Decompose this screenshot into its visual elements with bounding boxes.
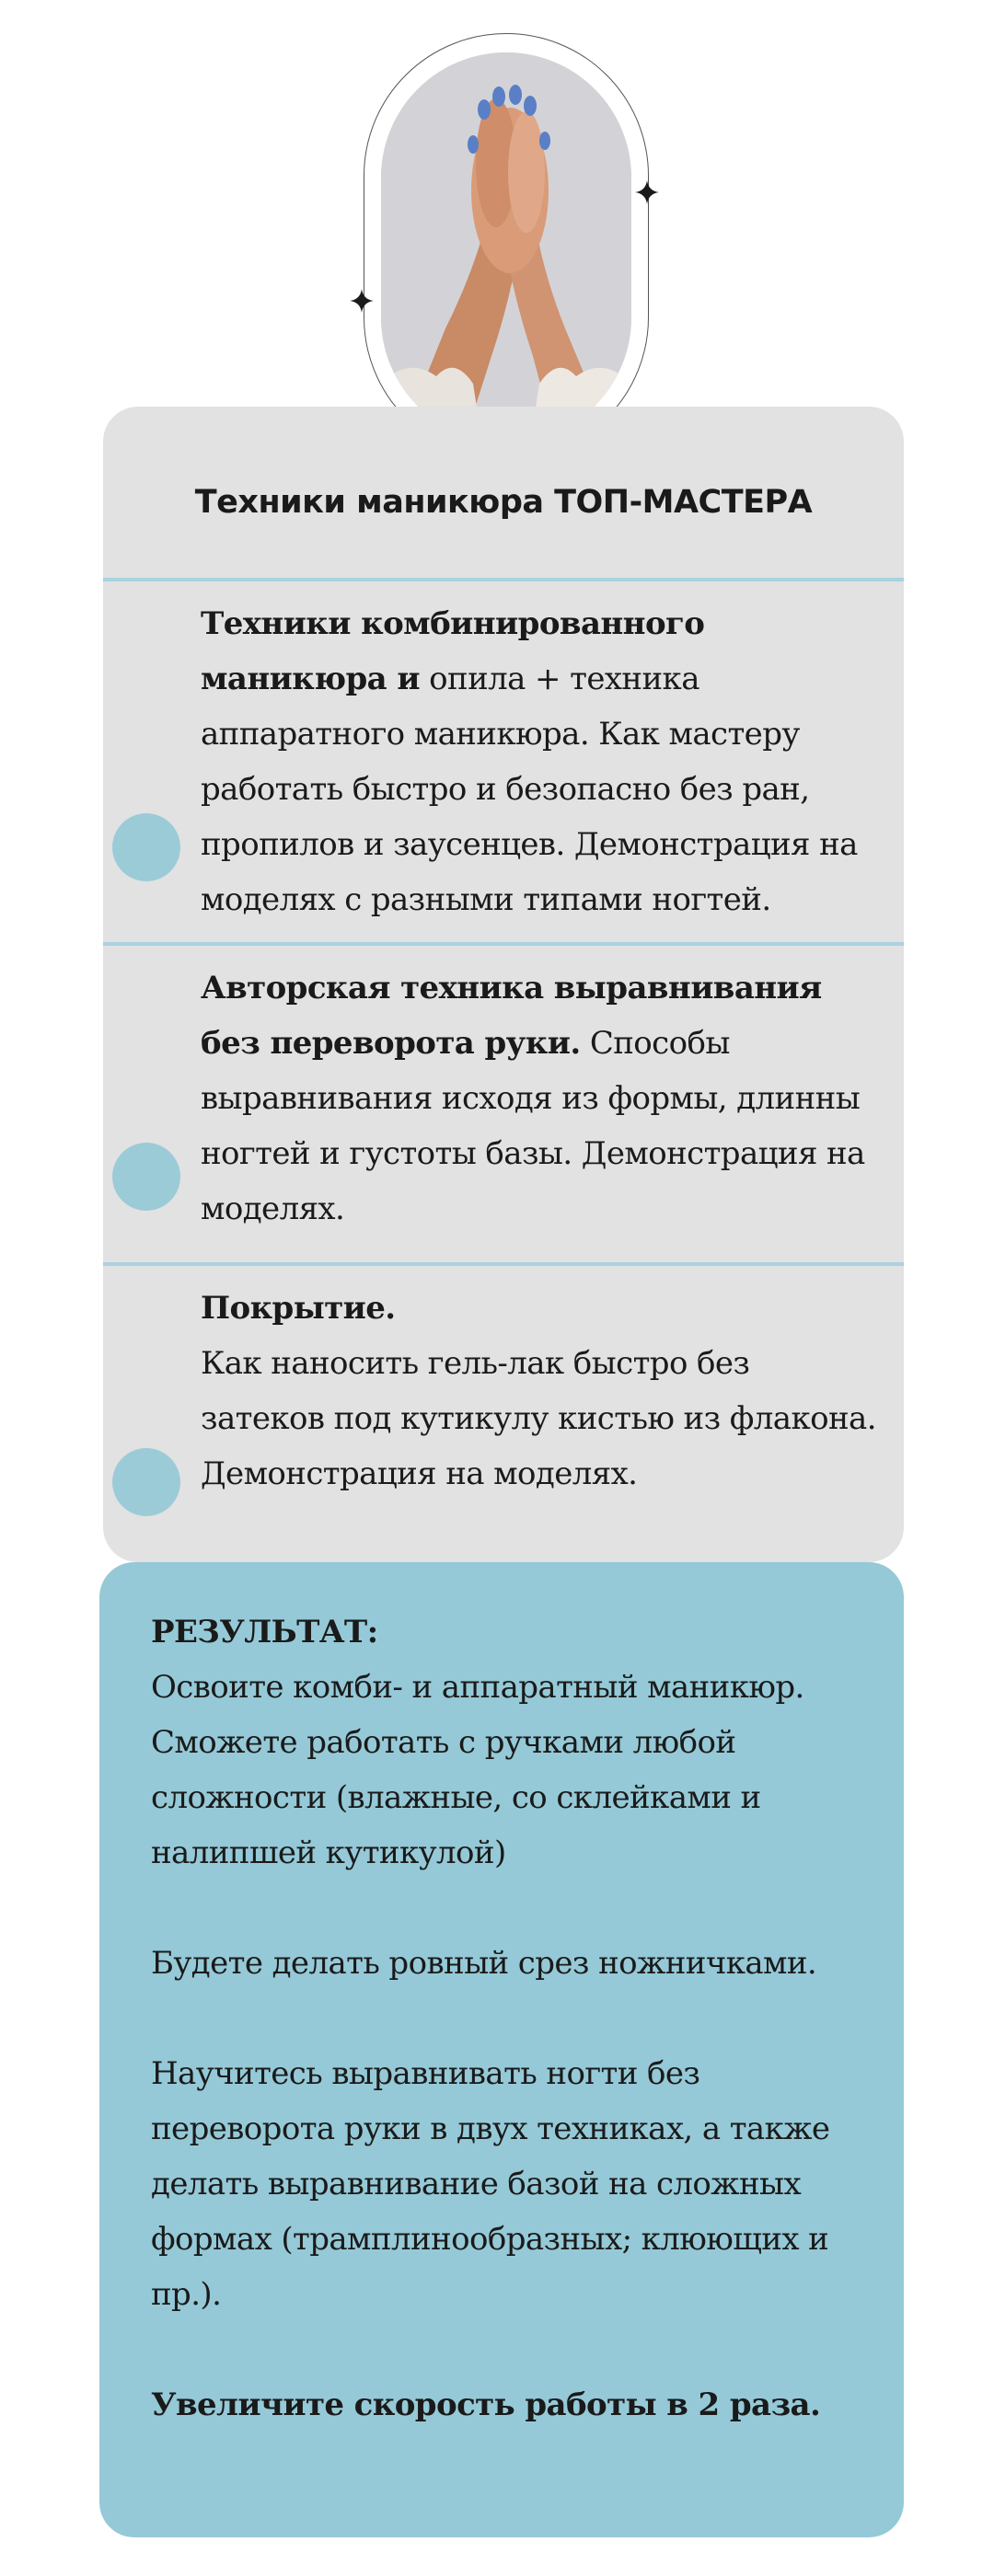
technique-item-text: опила + техника аппаратного маникюра. Как мастеру работать быстро и безопасно без ран, пропилов и заусенцев. Демонстрация на моделях с разными типами ногтей.	[201, 661, 858, 918]
divider	[103, 578, 904, 581]
technique-item-alignment	[201, 960, 882, 1236]
sparkle-icon	[635, 180, 659, 204]
result-paragraph: Освоите комби- и аппаратный маникюр. Сможете работать с ручками любой сложности (влажные, со склейками и налипшей кутикулой)	[151, 1669, 804, 1871]
result-paragraph: Будете делать ровный срез ножничками.	[151, 1945, 817, 1982]
technique-item-bold: Авторская техника выравнивания без переворота руки.	[201, 970, 822, 1062]
hands-photo	[381, 52, 631, 443]
sparkle-icon	[350, 289, 374, 313]
spacer	[151, 2322, 878, 2377]
technique-item-bold: Техники комбинированного маникюра и	[201, 605, 705, 697]
technique-item-combined	[201, 596, 882, 927]
divider	[103, 1262, 904, 1266]
bullet-dot-icon	[112, 1143, 180, 1211]
hands-illustration	[381, 52, 631, 443]
bullet-dot-icon	[112, 1448, 180, 1516]
result-heading: РЕЗУЛЬТАТ:	[151, 1614, 378, 1650]
technique-item-bold: Покрытие.	[201, 1290, 396, 1327]
result-paragraph: Научитесь выравнивать ногти без переворота руки в двух техниках, а также делать выравнивание базой на сложных формах (трамплинообразных; клюющих и пр.).	[151, 2055, 830, 2313]
result-card	[99, 1562, 904, 2537]
technique-item-text: Способы выравнивания исходя из формы, длинны ногтей и густоты базы. Демонстрация на моделях.	[201, 1025, 865, 1227]
result-body	[151, 1604, 878, 2432]
bullet-dot-icon	[112, 813, 180, 881]
technique-item-coating	[201, 1281, 882, 1501]
spacer	[151, 1880, 878, 1936]
divider	[103, 942, 904, 946]
spacer	[151, 1991, 878, 2046]
hero-oval-frame	[364, 33, 649, 460]
technique-item-text: Как наносить гель-лак быстро без затеков под кутикулу кистью из флакона. Демонстрация на моделях.	[201, 1345, 876, 1492]
techniques-card	[103, 407, 904, 1562]
card-title: Техники маникюра ТОП-МАСТЕРА	[194, 484, 813, 521]
result-final-statement: Увеличите скорость работы в 2 раза.	[151, 2386, 821, 2423]
